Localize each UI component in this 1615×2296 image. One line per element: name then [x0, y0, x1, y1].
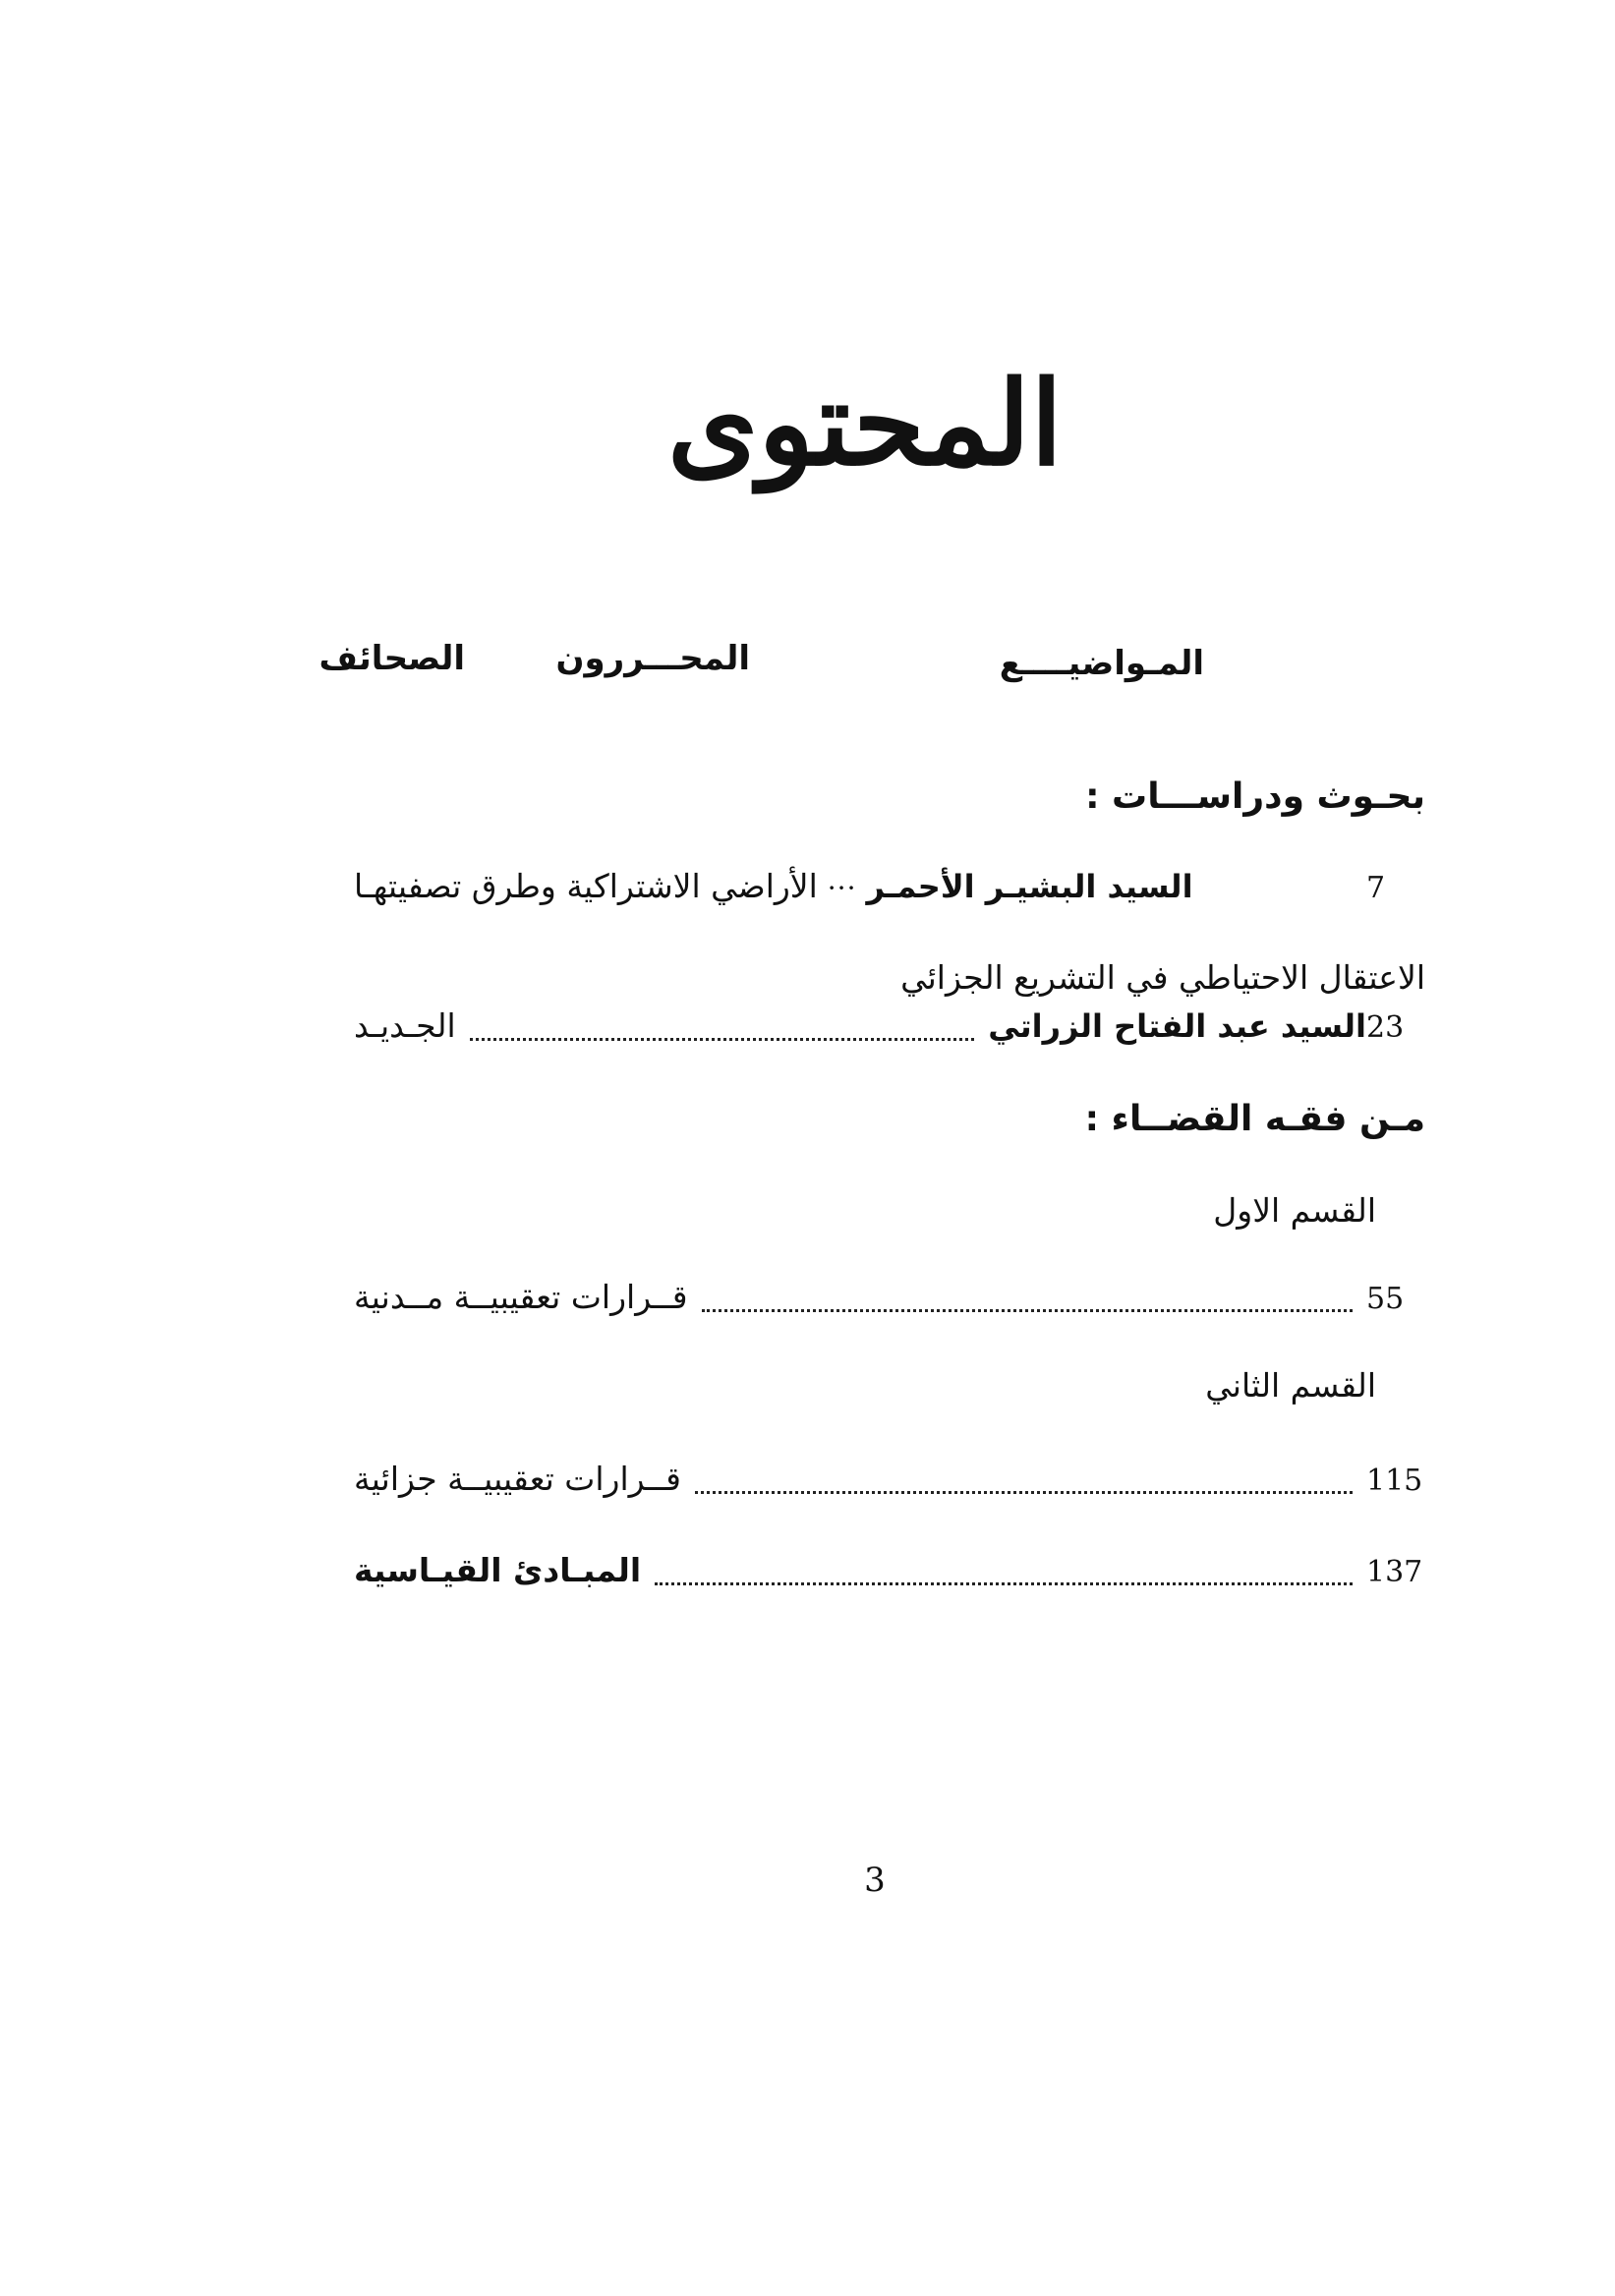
entry-author: السيد عبد الفتاح الزراتي — [988, 1007, 1366, 1045]
entry-topic-line2: الجـديـد — [354, 1006, 456, 1045]
header-editors: المحـــررون — [555, 639, 750, 678]
part-label: القسم الاول — [1213, 1191, 1376, 1230]
toc-entry — [354, 1278, 1425, 1327]
toc-entry — [354, 867, 1425, 916]
leader-dots — [655, 1582, 1353, 1585]
section-research: بحـوث ودراســـات : — [1085, 776, 1425, 817]
part-page: 115 — [1366, 1464, 1423, 1498]
entry-page: 7 — [1366, 871, 1386, 905]
leader-dots — [695, 1491, 1353, 1494]
page-title: المحتوى — [666, 355, 1064, 491]
header-pages: الصحائف — [318, 639, 465, 678]
entry-topic: الأراضي الاشتراكية وطرق تصفيتهـا — [354, 867, 818, 905]
footer-page-number: 3 — [864, 1861, 886, 1900]
toc-entry — [354, 1460, 1425, 1509]
toc-entry — [354, 1551, 1425, 1600]
leader-dots — [470, 1038, 975, 1041]
entry-page: 23 — [1366, 1010, 1405, 1045]
leader-dots — [702, 1309, 1353, 1312]
entry-author: السيد البشيـر الأحمـر — [866, 868, 1193, 905]
principles-page: 137 — [1366, 1555, 1423, 1589]
toc-entry — [354, 1006, 1425, 1056]
principles-label: المبـادئ القيـاسية — [354, 1551, 642, 1589]
section-jurisprudence: مـن فقـه القضــاء : — [1084, 1099, 1425, 1139]
part-item: قــرارات تعقيبيــة مــدنية — [354, 1278, 688, 1316]
part-label: القسم الثاني — [1205, 1366, 1376, 1405]
part-item: قــرارات تعقيبيــة جزائية — [354, 1460, 681, 1498]
entry-topic-line1: الاعتقال الاحتياطي في التشريع الجزائي — [900, 958, 1425, 997]
header-topics: المـواضيــــع — [999, 644, 1204, 683]
part-page: 55 — [1366, 1282, 1405, 1316]
entry-separator: ··· — [827, 872, 857, 904]
